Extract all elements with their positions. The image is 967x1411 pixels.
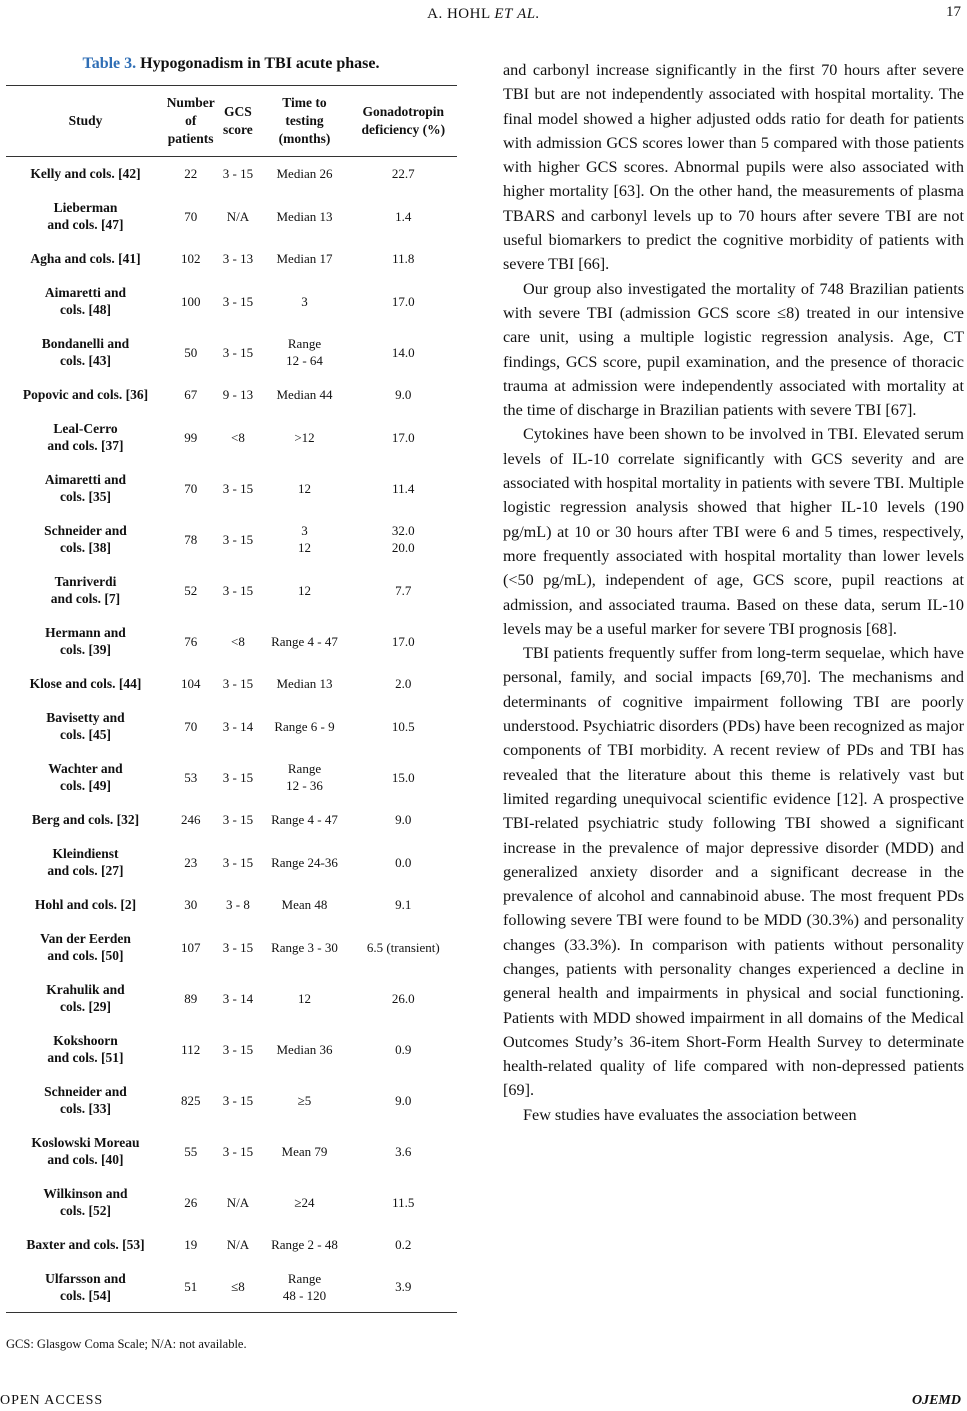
cell-study: Wachter and cols. [49] (48, 761, 123, 793)
cell-number-of-patients: 89 (184, 990, 198, 1006)
table-caption-title: Hypogonadism in TBI acute phase. (140, 55, 380, 72)
cell-study: Bondanelli and cols. [43] (41, 336, 130, 368)
cell-gonadotropin-deficiency: 0.9 (395, 1041, 412, 1057)
table-row (6, 276, 457, 327)
cell-number-of-patients: 51 (184, 1279, 198, 1295)
cell-gcs-score: 3 - 15 (222, 939, 254, 955)
cell-number-of-patients: 30 (184, 897, 198, 912)
cell-time-to-testing: Range 6 - 9 (274, 718, 335, 734)
body-paragraph: Few studies have evaluates the association between (523, 1105, 857, 1124)
cell-time-to-testing: Range 48 - 120 (282, 1270, 327, 1303)
cell-gcs-score: 9 - 13 (222, 387, 254, 402)
cell-gonadotropin-deficiency: 3.6 (395, 1143, 412, 1159)
cell-study: Aimaretti and cols. [35] (44, 472, 127, 504)
table-row (6, 463, 457, 514)
cell-number-of-patients: 99 (184, 429, 198, 445)
cell-number-of-patients: 26 (184, 1194, 198, 1210)
cell-gcs-score: 3 - 13 (222, 251, 254, 266)
cell-number-of-patients: 78 (184, 531, 198, 547)
cell-time-to-testing: Median 13 (276, 676, 333, 691)
table-row (6, 667, 457, 701)
cell-gonadotropin-deficiency: 1.4 (395, 208, 412, 224)
cell-time-to-testing: Median 36 (276, 1041, 333, 1057)
cell-gonadotropin-deficiency: 0.2 (395, 1237, 412, 1252)
cell-study: Kelly and cols. [42] (30, 166, 141, 182)
cell-gonadotropin-deficiency: 3.9 (395, 1279, 412, 1295)
body-text-column (503, 58, 964, 1127)
col-header-study: Study (68, 113, 103, 128)
table-row (6, 514, 457, 565)
table-footnote: GCS: Glasgow Coma Scale; N/A: not available. (6, 1337, 247, 1351)
cell-gonadotropin-deficiency: 0.0 (395, 854, 412, 870)
cell-study: Krahulik and cols. [29] (46, 982, 125, 1014)
cell-time-to-testing: Median 13 (276, 208, 333, 224)
cell-number-of-patients: 70 (184, 208, 198, 224)
cell-study: Van der Eerden and cols. [50] (40, 931, 131, 963)
cell-gcs-score: 3 - 14 (222, 990, 254, 1006)
cell-number-of-patients: 19 (184, 1237, 198, 1252)
cell-number-of-patients: 50 (184, 344, 198, 360)
cell-number-of-patients: 70 (184, 718, 198, 734)
footer-journal: OJEMD (911, 1393, 961, 1408)
body-paragraph: Cytokines have been shown to be involved in TBI. Elevated serum levels of IL-10 correlate significantly with GCS severity and are associated with hospital mortality in patients with severe TBI. Multiple logistic regression analysis showed that higher IL-10 levels (190 pg/mL) at 10 or 30 hours after TBI were 6 and 5 times, respectively, more frequently associated with hospital mortality than lower levels (<50 pg/mL), independent of age, GCS score, pupil reactions at admission, and associated trauma. Based on these data, serum IL-10 levels may be a useful marker for severe TBI prognosis [68]. (503, 425, 964, 638)
cell-gcs-score: ≤8 (231, 1279, 245, 1295)
cell-gonadotropin-deficiency: 22.7 (391, 166, 415, 182)
cell-study: Hermann and cols. [39] (45, 625, 126, 657)
table-row (6, 191, 457, 242)
cell-gonadotropin-deficiency: 6.5 (transient) (366, 939, 440, 955)
table-row (6, 701, 457, 752)
cell-gonadotropin-deficiency: 11.5 (392, 1194, 415, 1210)
cell-gonadotropin-deficiency: 11.4 (392, 480, 415, 496)
cell-time-to-testing: 12 (297, 480, 311, 496)
cell-gcs-score: 3 - 15 (222, 582, 254, 598)
cell-gcs-score: 3 - 15 (222, 1143, 254, 1159)
cell-gonadotropin-deficiency: 2.0 (395, 676, 412, 691)
cell-gcs-score: 3 - 15 (222, 293, 254, 309)
cell-study: Kokshoorn and cols. [51] (47, 1033, 124, 1065)
table-row (6, 1075, 457, 1126)
cell-number-of-patients: 55 (184, 1143, 198, 1159)
cell-number-of-patients: 52 (184, 582, 198, 598)
cell-number-of-patients: 70 (184, 480, 198, 496)
header-et: ET (494, 6, 513, 22)
cell-gonadotropin-deficiency: 17.0 (391, 633, 415, 649)
cell-gcs-score: 3 - 15 (222, 480, 254, 496)
cell-study: Bavisetty and cols. [45] (46, 710, 125, 742)
cell-number-of-patients: 104 (180, 676, 201, 691)
table-row (6, 1228, 457, 1262)
cell-gcs-score: 3 - 15 (222, 1092, 254, 1108)
cell-study: Tanriverdi and cols. [7] (50, 574, 121, 606)
cell-gcs-score: N/A (226, 1194, 250, 1210)
cell-gonadotropin-deficiency: 17.0 (391, 293, 415, 309)
table-caption (6, 55, 456, 73)
cell-time-to-testing: Median 44 (276, 387, 333, 402)
footer-open-access: OPEN ACCESS (0, 1393, 104, 1408)
cell-gcs-score: 3 - 15 (222, 531, 254, 547)
cell-time-to-testing: Range 3 - 30 (271, 939, 338, 955)
cell-time-to-testing: 12 (297, 990, 311, 1006)
cell-study: Schneider and cols. [38] (44, 523, 127, 555)
table-body (6, 157, 457, 1313)
table-row (6, 242, 457, 276)
col-header-gonadotropin: Gonadotropin deficiency (%) (361, 104, 446, 137)
table-row (6, 752, 457, 803)
cell-study: Klose and cols. [44] (29, 676, 142, 691)
cell-time-to-testing: Mean 79 (281, 1143, 328, 1159)
cell-gonadotropin-deficiency: 26.0 (391, 990, 415, 1006)
header-author-name: A. HOHL (427, 6, 491, 22)
cell-gcs-score: 3 - 15 (222, 854, 254, 870)
page-number: 17 (946, 4, 961, 20)
cell-gcs-score: <8 (231, 633, 245, 649)
cell-study: Ulfarsson and cols. [54] (45, 1270, 126, 1303)
cell-number-of-patients: 246 (180, 812, 201, 827)
col-header-number: Number of patients (166, 95, 215, 146)
table-row (6, 1262, 457, 1313)
body-paragraph: and carbonyl increase significantly in the first 70 hours after severe TBI but are not independently associated with hospital mortality. The final model showed a higher adjusted odds ratio for death for patients with admission GCS scores lower than 5 compared with those patients with higher GCS scores. Abnormal pupils were also associated with higher mortality [63]. On the other hand, the measurements of plasma TBARS and carbonyl levels up to 70 hours after severe TBI are not useful biomarkers to predict the cognitive morbidity of patients with severe TBI [66]. (503, 61, 964, 274)
table-caption-label: Table 3. (82, 55, 137, 72)
cell-gcs-score: 3 - 8 (226, 897, 250, 912)
cell-study: Aimaretti and cols. [48] (44, 285, 127, 317)
table-row (6, 1126, 457, 1177)
running-header (0, 6, 967, 23)
cell-number-of-patients: 67 (184, 387, 198, 402)
cell-time-to-testing: 3 (301, 293, 308, 309)
cell-time-to-testing: 12 (297, 582, 311, 598)
cell-gcs-score: 3 - 15 (222, 1041, 254, 1057)
cell-gonadotropin-deficiency: 32.0 20.0 (391, 523, 415, 555)
body-paragraph: Our group also investigated the mortality of 748 Brazilian patients with severe TBI (admission GCS score ≤8) treated in our intensive care unit, using a multiple logistic regression analysis. Age, CT findings, GCS score, pupil examination, and the presence of thoracic trauma at admission were independently associated with mortality at the time of discharge in Brazilian patients with severe TBI [67]. (503, 279, 964, 420)
cell-gonadotropin-deficiency: 9.0 (395, 1092, 412, 1108)
cell-study: Leal-Cerro and cols. [37] (47, 421, 124, 453)
cell-time-to-testing: ≥24 (294, 1194, 315, 1210)
cell-number-of-patients: 53 (184, 769, 198, 785)
cell-study: Kleindienst and cols. [27] (47, 846, 124, 878)
cell-time-to-testing: Range 12 - 36 (286, 761, 323, 793)
cell-time-to-testing: Range 12 - 64 (286, 336, 323, 368)
table-row (6, 922, 457, 973)
cell-number-of-patients: 825 (180, 1092, 201, 1108)
cell-number-of-patients: 23 (184, 854, 198, 870)
cell-number-of-patients: 112 (181, 1041, 201, 1057)
table-row (6, 616, 457, 667)
cell-gcs-score: 3 - 14 (222, 718, 254, 734)
cell-gcs-score: 3 - 15 (222, 166, 254, 182)
cell-study: Wilkinson and cols. [52] (43, 1186, 128, 1218)
cell-gcs-score: 3 - 15 (222, 676, 254, 691)
header-al: AL. (517, 6, 540, 22)
cell-study: Popovic and cols. [36] (22, 387, 149, 402)
cell-study: Schneider and cols. [33] (44, 1084, 127, 1116)
cell-gonadotropin-deficiency: 7.7 (395, 582, 412, 598)
cell-number-of-patients: 102 (180, 251, 201, 266)
cell-gcs-score: 3 - 15 (222, 769, 254, 785)
cell-study: Hohl and cols. [2] (34, 897, 137, 912)
cell-gonadotropin-deficiency: 15.0 (391, 769, 415, 785)
table-row (6, 378, 457, 412)
cell-gonadotropin-deficiency: 9.1 (395, 897, 412, 912)
table-row (6, 327, 457, 378)
cell-gcs-score: <8 (231, 429, 245, 445)
cell-time-to-testing: Range 4 - 47 (271, 812, 338, 827)
cell-gcs-score: 3 - 15 (222, 812, 254, 827)
cell-study: Berg and cols. [32] (31, 812, 140, 827)
cell-time-to-testing: Range 2 - 48 (271, 1237, 338, 1252)
cell-study: Baxter and cols. [53] (26, 1237, 145, 1252)
cell-gonadotropin-deficiency: 11.8 (392, 251, 415, 266)
cell-number-of-patients: 107 (180, 939, 201, 955)
cell-number-of-patients: 76 (184, 633, 198, 649)
cell-time-to-testing: 3 12 (297, 523, 311, 555)
table-row (6, 412, 457, 463)
cell-number-of-patients: 100 (180, 293, 201, 309)
table-row (6, 1024, 457, 1075)
cell-gonadotropin-deficiency: 9.0 (395, 812, 412, 827)
cell-time-to-testing: Median 17 (276, 251, 333, 266)
table-header-row (6, 86, 457, 157)
table-row (6, 837, 457, 888)
cell-time-to-testing: >12 (294, 429, 315, 445)
body-paragraph: TBI patients frequently suffer from long-term sequelae, which have personal, family, and social impacts [69,70]. The mechanisms and determinants of cognitive impairment following TBI are poorly understood. Psychiatric disorders (PDs) have been recognized as major components of TBI morbidity. A recent review of PDs and TBI has revealed that the literature about this theme is relatively vast but limited regarding unequivocal scientific evidence [12]. A prospective TBI-related psychiatric study following TBI showed a significant increase in the prevalence of major depressive disorder (MDD) and generalized anxiety disorder and a significant decrease in the prevalence of alcohol and cannabinoid abuse. The most frequent PDs following severe TBI were found to be MDD (30.3%) and personality changes (33.3%). In comparison with patients without personality changes, patients with personality changes experienced a decline in general health and impairments in physical and social functioning. Patients with MDD showed impairment in all domains of the Medical Outcomes Study’s 36-item Short-Form Health Survey to determinate health-related quality of life compared with non-depressed patients [69]. (503, 644, 964, 1100)
cell-time-to-testing: Median 26 (276, 166, 333, 182)
cell-study: Koslowski Moreau and cols. [40] (31, 1135, 140, 1167)
cell-gcs-score: 3 - 15 (222, 344, 254, 360)
cell-time-to-testing: Mean 48 (281, 897, 328, 912)
cell-gonadotropin-deficiency: 10.5 (391, 718, 415, 734)
table-row (6, 565, 457, 616)
col-header-time: Time to testing (months) (278, 95, 331, 146)
cell-number-of-patients: 22 (184, 166, 198, 182)
cell-gcs-score: N/A (226, 208, 250, 224)
col-header-gcs: GCS score (223, 104, 253, 137)
table-row (6, 157, 457, 191)
cell-study: Agha and cols. [41] (30, 251, 141, 266)
cell-time-to-testing: Range 4 - 47 (271, 633, 338, 649)
cell-gonadotropin-deficiency: 9.0 (395, 387, 412, 402)
table-row (6, 888, 457, 922)
hypogonadism-table (6, 85, 457, 1313)
cell-study: Lieberman and cols. [47] (47, 200, 124, 232)
cell-time-to-testing: ≥5 (297, 1092, 312, 1108)
table-row (6, 1177, 457, 1228)
table-row (6, 973, 457, 1024)
cell-time-to-testing: Range 24-36 (271, 854, 338, 870)
cell-gcs-score: N/A (226, 1237, 250, 1252)
cell-gonadotropin-deficiency: 17.0 (391, 429, 415, 445)
cell-gonadotropin-deficiency: 14.0 (391, 344, 415, 360)
table-row (6, 803, 457, 837)
